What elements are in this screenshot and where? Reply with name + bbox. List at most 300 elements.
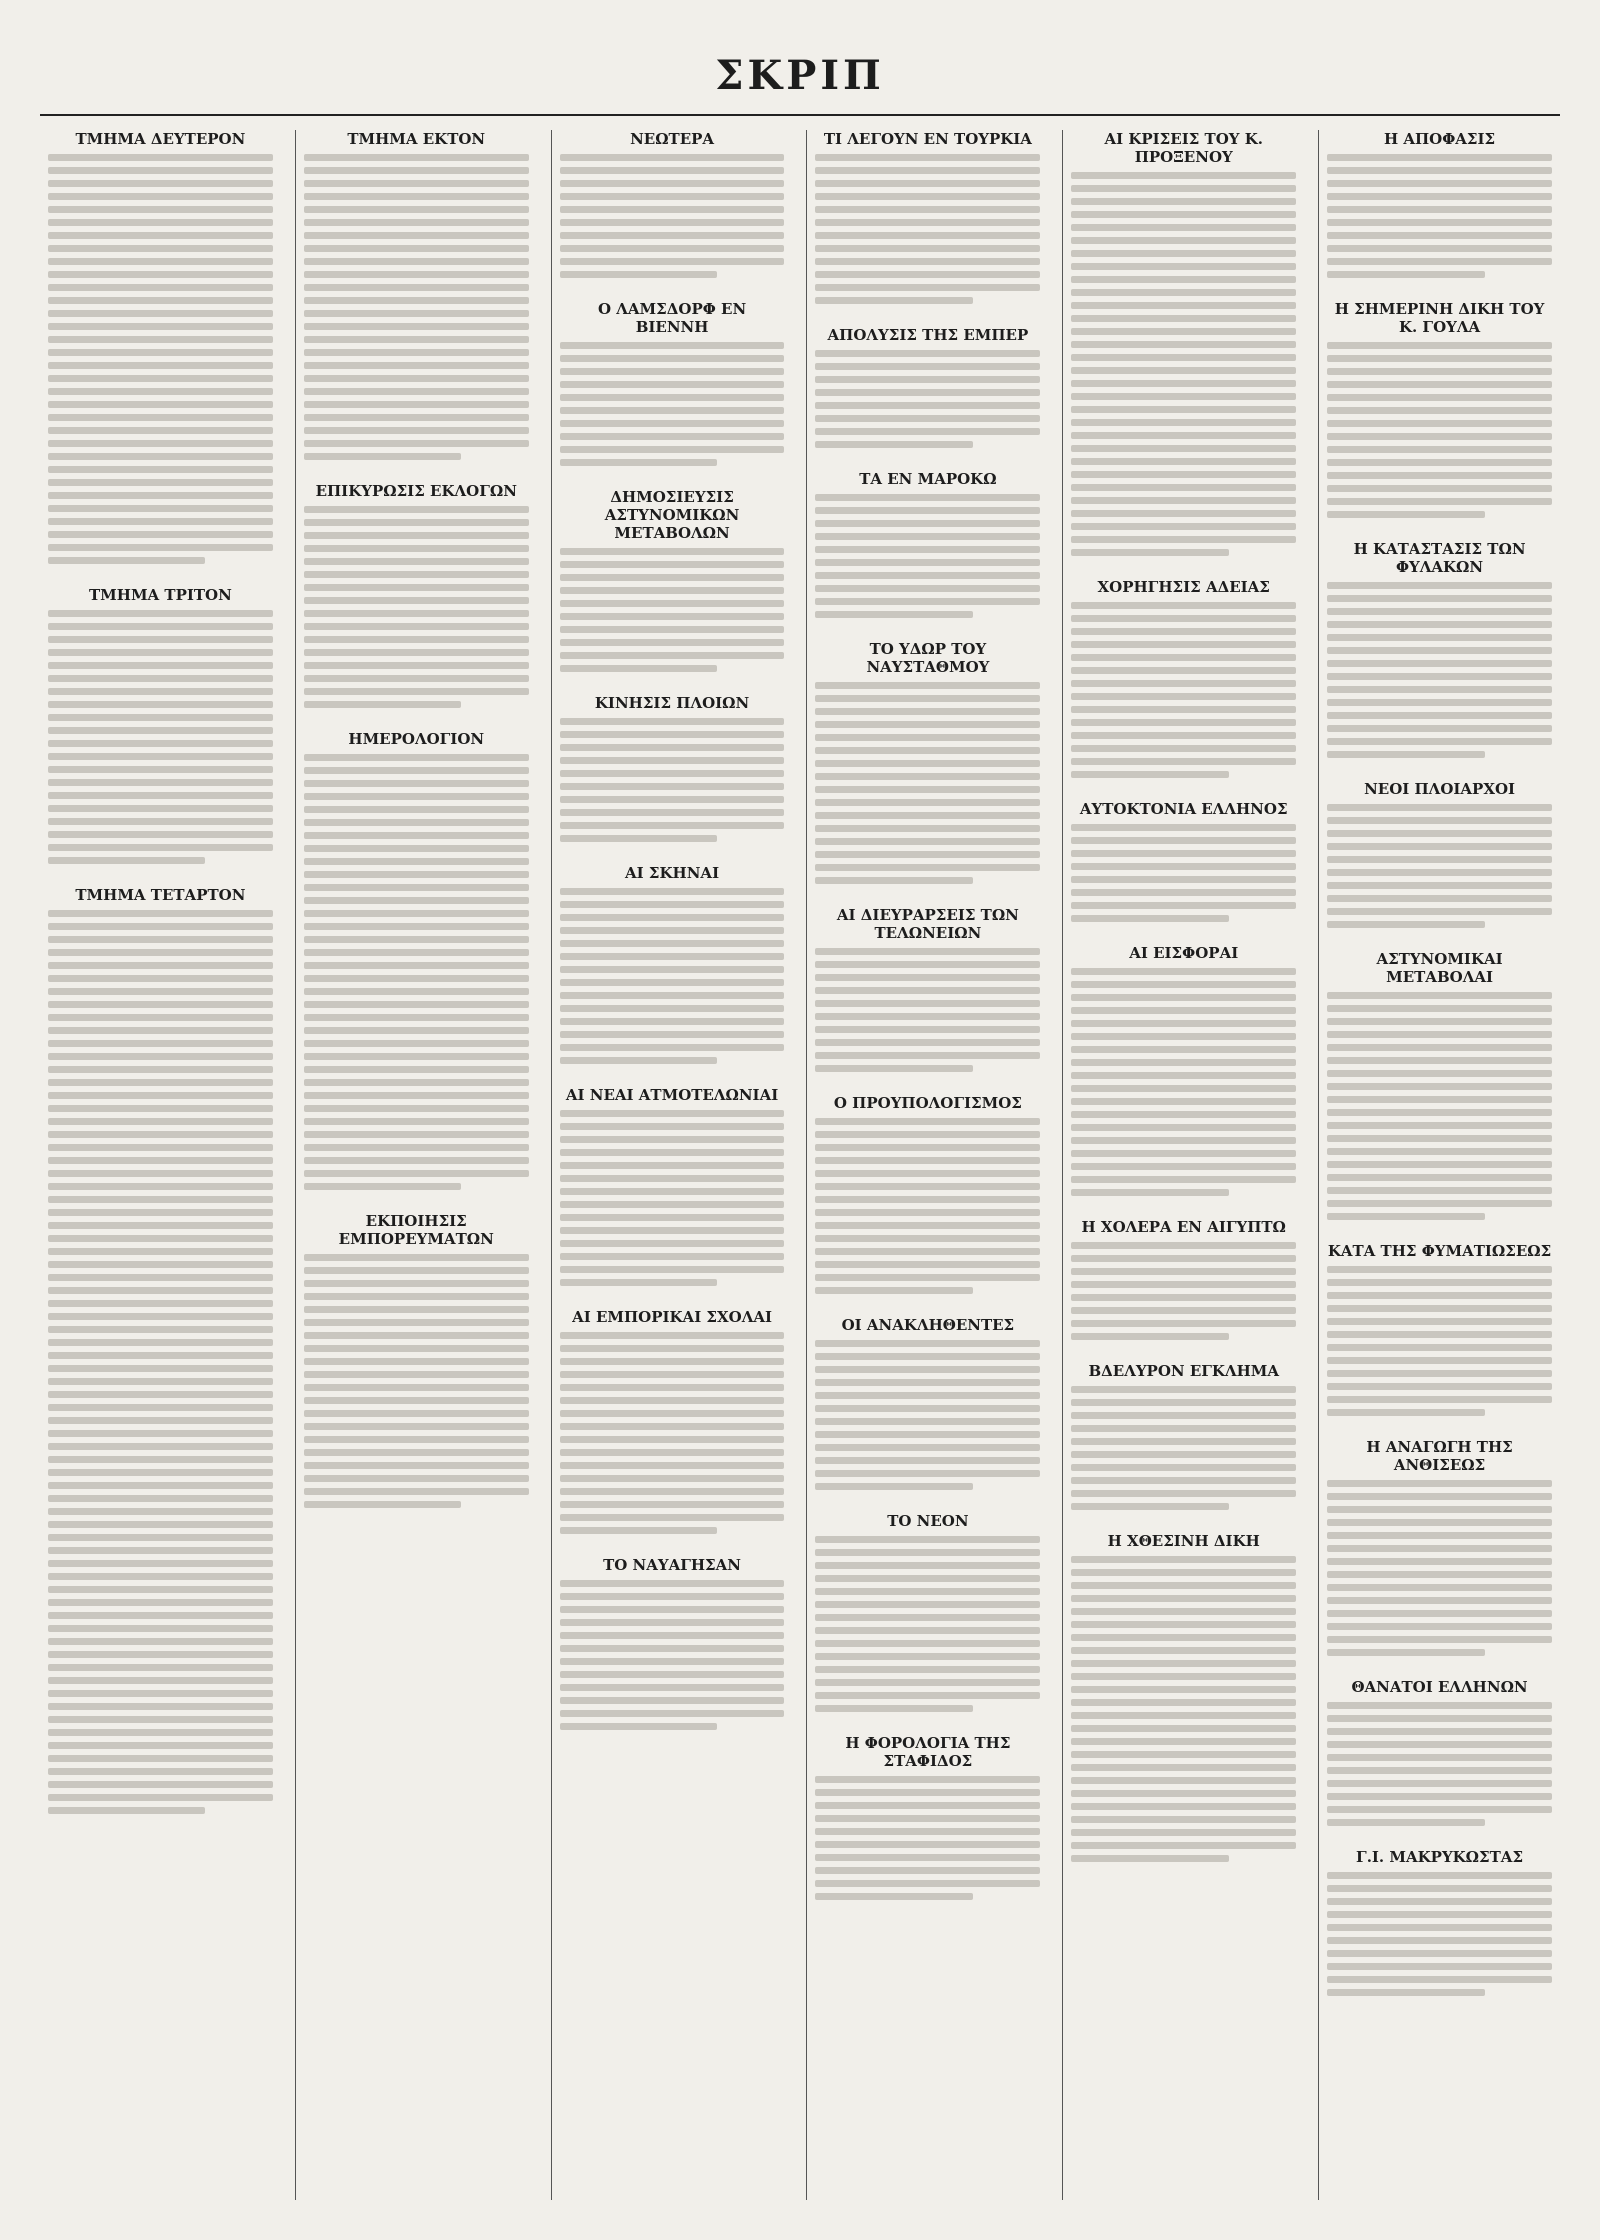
article-heading: ΗΜΕΡΟΛΟΓΙΟΝ (348, 730, 485, 748)
text-placeholder-line (304, 1053, 529, 1060)
article-gap (560, 1070, 785, 1080)
text-placeholder-line (1327, 908, 1552, 915)
article-gap (560, 678, 785, 688)
text-placeholder-line (560, 394, 785, 401)
text-placeholder-line (815, 1209, 1040, 1216)
text-placeholder-line (48, 714, 273, 721)
newspaper-title: ΣΚΡΙΠ (715, 51, 885, 99)
text-placeholder-line (48, 688, 273, 695)
text-placeholder-line (1071, 1634, 1296, 1641)
text-placeholder-line (815, 572, 1040, 579)
column-4 (806, 130, 1048, 2200)
text-placeholder-line (1327, 511, 1484, 518)
text-placeholder-line (1327, 673, 1552, 680)
article-heading: ΝΕΩΤΕΡΑ (630, 130, 715, 148)
text-placeholder-line (1327, 1623, 1552, 1630)
article-gap (1327, 1422, 1552, 1432)
text-placeholder-line (560, 446, 785, 453)
text-placeholder-line (1071, 406, 1296, 413)
text-placeholder-line (48, 271, 273, 278)
text-placeholder-line (560, 1201, 785, 1208)
text-placeholder-line (48, 1508, 273, 1515)
text-placeholder-line (48, 154, 273, 161)
text-placeholder-line (304, 949, 529, 956)
text-placeholder-line (48, 962, 273, 969)
text-placeholder-line (48, 1066, 273, 1073)
masthead (40, 36, 1560, 116)
text-placeholder-line (560, 1266, 785, 1273)
text-placeholder-line (560, 770, 785, 777)
text-placeholder-line (815, 1457, 1040, 1464)
text-placeholder-line (560, 1501, 785, 1508)
text-placeholder-line (304, 571, 529, 578)
text-placeholder-line (560, 966, 785, 973)
text-placeholder-line (815, 1261, 1040, 1268)
text-placeholder-line (815, 167, 1040, 174)
text-placeholder-line (815, 961, 1040, 968)
text-placeholder-line (1327, 992, 1552, 999)
article-gap (815, 310, 1040, 320)
text-placeholder-line (560, 718, 785, 725)
text-placeholder-line (48, 1768, 273, 1775)
text-placeholder-line (1327, 355, 1552, 362)
text-placeholder-line (1327, 1545, 1552, 1552)
text-placeholder-line (1071, 354, 1296, 361)
text-placeholder-line (1327, 856, 1552, 863)
text-placeholder-line (560, 355, 785, 362)
text-placeholder-line (1071, 1124, 1296, 1131)
text-placeholder-line (1327, 1911, 1552, 1918)
text-placeholder-line (304, 1293, 529, 1300)
text-placeholder-line (304, 1345, 529, 1352)
article-gap (1327, 1662, 1552, 1672)
text-placeholder-line (560, 1606, 785, 1613)
text-placeholder-line (560, 796, 785, 803)
text-placeholder-line (560, 1488, 785, 1495)
article-gap (815, 890, 1040, 900)
article-heading: ΧΟΡΗΓΗΣΙΣ ΑΔΕΙΑΣ (1097, 578, 1270, 596)
text-placeholder-line (1327, 1793, 1552, 1800)
text-placeholder-line (48, 1014, 273, 1021)
text-placeholder-line (304, 806, 529, 813)
text-placeholder-line (1071, 263, 1296, 270)
text-placeholder-line (1071, 1673, 1296, 1680)
text-placeholder-line (1327, 738, 1552, 745)
text-placeholder-line (1071, 1163, 1296, 1170)
text-placeholder-line (48, 923, 273, 930)
text-placeholder-line (48, 1560, 273, 1567)
text-placeholder-line (815, 1144, 1040, 1151)
text-placeholder-line (560, 1253, 785, 1260)
article-gap (1071, 784, 1296, 794)
text-placeholder-line (1327, 1357, 1552, 1364)
text-placeholder-line (815, 1065, 972, 1072)
text-placeholder-line (1071, 1764, 1296, 1771)
text-placeholder-line (304, 936, 529, 943)
text-placeholder-line (48, 1352, 273, 1359)
text-placeholder-line (1071, 289, 1296, 296)
text-placeholder-line (815, 284, 1040, 291)
text-placeholder-line (560, 1149, 785, 1156)
text-placeholder-line (1071, 1647, 1296, 1654)
text-placeholder-line (1071, 1712, 1296, 1719)
text-placeholder-line (304, 701, 461, 708)
text-placeholder-line (1071, 902, 1296, 909)
text-placeholder-line (304, 440, 529, 447)
text-placeholder-line (1327, 1976, 1552, 1983)
text-placeholder-line (1327, 1266, 1552, 1273)
text-placeholder-line (1327, 1305, 1552, 1312)
text-placeholder-line (304, 271, 529, 278)
text-placeholder-line (304, 636, 529, 643)
text-placeholder-line (1071, 1176, 1296, 1183)
text-placeholder-line (1071, 680, 1296, 687)
text-placeholder-line (1071, 341, 1296, 348)
column-3 (551, 130, 793, 2200)
text-placeholder-line (1327, 608, 1552, 615)
text-placeholder-line (1071, 1855, 1228, 1862)
text-placeholder-line (815, 232, 1040, 239)
text-placeholder-line (1071, 837, 1296, 844)
article-gap (1327, 524, 1552, 534)
text-placeholder-line (304, 401, 529, 408)
text-placeholder-line (304, 1170, 529, 1177)
article-heading: ΤΜΗΜΑ ΕΚΤΟΝ (347, 130, 486, 148)
text-placeholder-line (815, 1880, 1040, 1887)
text-placeholder-line (1327, 582, 1552, 589)
text-placeholder-line (304, 754, 529, 761)
text-placeholder-line (560, 1462, 785, 1469)
text-placeholder-line (304, 245, 529, 252)
text-placeholder-line (1071, 1621, 1296, 1628)
text-placeholder-line (304, 1131, 529, 1138)
text-placeholder-line (1327, 206, 1552, 213)
text-placeholder-line (1327, 1331, 1552, 1338)
text-placeholder-line (815, 1854, 1040, 1861)
text-placeholder-line (48, 1664, 273, 1671)
text-placeholder-line (48, 636, 273, 643)
text-placeholder-line (304, 180, 529, 187)
text-placeholder-line (815, 611, 972, 618)
text-placeholder-line (815, 297, 972, 304)
text-placeholder-line (815, 598, 1040, 605)
text-placeholder-line (1071, 510, 1296, 517)
article-gap (815, 1718, 1040, 1728)
text-placeholder-line (1071, 1111, 1296, 1118)
text-placeholder-line (1071, 1686, 1296, 1693)
text-placeholder-line (1327, 472, 1552, 479)
text-placeholder-line (1071, 315, 1296, 322)
text-placeholder-line (1327, 1819, 1484, 1826)
text-placeholder-line (304, 232, 529, 239)
text-placeholder-line (48, 1781, 273, 1788)
text-placeholder-line (48, 1274, 273, 1281)
text-placeholder-line (48, 219, 273, 226)
text-placeholder-line (560, 1110, 785, 1117)
article-gap (1071, 1868, 1296, 1878)
text-placeholder-line (1071, 771, 1228, 778)
text-placeholder-line (48, 336, 273, 343)
text-placeholder-line (304, 988, 529, 995)
text-placeholder-line (48, 362, 273, 369)
text-placeholder-line (815, 1039, 1040, 1046)
text-placeholder-line (48, 1430, 273, 1437)
text-placeholder-line (560, 1423, 785, 1430)
text-placeholder-line (1327, 498, 1552, 505)
text-placeholder-line (815, 520, 1040, 527)
text-placeholder-line (1327, 1519, 1552, 1526)
text-placeholder-line (1071, 1098, 1296, 1105)
text-placeholder-line (1071, 1425, 1296, 1432)
text-placeholder-line (304, 1118, 529, 1125)
text-placeholder-line (560, 420, 785, 427)
text-placeholder-line (1071, 1582, 1296, 1589)
text-placeholder-line (815, 363, 1040, 370)
text-placeholder-line (1327, 1148, 1552, 1155)
text-placeholder-line (815, 1614, 1040, 1621)
text-placeholder-line (560, 1345, 785, 1352)
text-placeholder-line (1327, 921, 1484, 928)
text-placeholder-line (560, 381, 785, 388)
text-placeholder-line (48, 1638, 273, 1645)
article-gap (304, 1196, 529, 1206)
text-placeholder-line (1071, 628, 1296, 635)
text-placeholder-line (560, 1527, 717, 1534)
text-placeholder-line (560, 1136, 785, 1143)
text-placeholder-line (304, 1358, 529, 1365)
text-placeholder-line (560, 1240, 785, 1247)
article-gap (1327, 1226, 1552, 1236)
text-placeholder-line (815, 1789, 1040, 1796)
text-placeholder-line (560, 1227, 785, 1234)
article-heading: ΕΠΙΚΥΡΩΣΙΣ ΕΚΛΟΓΩΝ (315, 482, 517, 500)
text-placeholder-line (1071, 185, 1296, 192)
text-placeholder-line (48, 1794, 273, 1801)
text-placeholder-line (1327, 433, 1552, 440)
text-placeholder-line (815, 851, 1040, 858)
text-placeholder-line (304, 375, 529, 382)
text-placeholder-line (1327, 1584, 1552, 1591)
text-placeholder-line (815, 1601, 1040, 1608)
text-placeholder-line (560, 757, 785, 764)
text-placeholder-line (560, 1684, 785, 1691)
text-placeholder-line (48, 1625, 273, 1632)
text-placeholder-line (1327, 1493, 1552, 1500)
text-placeholder-line (304, 323, 529, 330)
text-placeholder-line (815, 1575, 1040, 1582)
text-placeholder-line (48, 1755, 273, 1762)
text-placeholder-line (304, 297, 529, 304)
article-gap (48, 1820, 273, 1830)
text-placeholder-line (48, 1677, 273, 1684)
text-placeholder-line (815, 1841, 1040, 1848)
text-placeholder-line (1327, 1885, 1552, 1892)
text-placeholder-line (815, 682, 1040, 689)
text-placeholder-line (304, 1371, 529, 1378)
text-placeholder-line (1327, 1924, 1552, 1931)
text-placeholder-line (560, 1044, 785, 1051)
text-placeholder-line (1071, 250, 1296, 257)
text-placeholder-line (1071, 1738, 1296, 1745)
article-heading: ΤΙ ΛΕΓΟΥΝ ΕΝ ΤΟΥΡΚΙΑ (823, 130, 1032, 148)
text-placeholder-line (48, 1339, 273, 1346)
text-placeholder-line (560, 1162, 785, 1169)
text-placeholder-line (1071, 1451, 1296, 1458)
text-placeholder-line (1327, 485, 1552, 492)
text-placeholder-line (48, 206, 273, 213)
article-gap (815, 1078, 1040, 1088)
text-placeholder-line (1327, 830, 1552, 837)
text-placeholder-line (815, 389, 1040, 396)
text-placeholder-line (48, 857, 205, 864)
article-gap (304, 714, 529, 724)
text-placeholder-line (48, 1443, 273, 1450)
article-heading: Ο ΠΡΟΥΠΟΛΟΓΙΣΜΟΣ (833, 1094, 1022, 1112)
text-placeholder-line (815, 695, 1040, 702)
text-placeholder-line (1327, 1409, 1484, 1416)
article-gap (560, 1540, 785, 1550)
text-placeholder-line (1071, 693, 1296, 700)
text-placeholder-line (815, 864, 1040, 871)
text-placeholder-line (1071, 1059, 1296, 1066)
text-placeholder-line (1327, 882, 1552, 889)
text-placeholder-line (1071, 641, 1296, 648)
article-gap (560, 284, 785, 294)
text-placeholder-line (815, 376, 1040, 383)
text-placeholder-line (815, 180, 1040, 187)
text-placeholder-line (1071, 1816, 1296, 1823)
text-placeholder-line (304, 558, 529, 565)
text-placeholder-line (48, 1131, 273, 1138)
text-placeholder-line (1327, 459, 1552, 466)
text-placeholder-line (1327, 167, 1552, 174)
text-placeholder-line (304, 349, 529, 356)
text-placeholder-line (815, 585, 1040, 592)
text-placeholder-line (304, 884, 529, 891)
text-placeholder-line (1071, 1569, 1296, 1576)
article-heading: ΑΙ ΔΙΕΥΡΑΡΣΕΙΣ ΤΩΝ ΤΕΛΩΝΕΙΩΝ (836, 906, 1019, 942)
text-placeholder-line (815, 799, 1040, 806)
text-placeholder-line (1071, 1777, 1296, 1784)
article-heading: ΑΙ ΕΜΠΟΡΙΚΑΙ ΣΧΟΛΑΙ (572, 1308, 773, 1326)
article-heading: ΔΗΜΟΣΙΕΥΣΙΣ ΑΣΤΥΝΟΜΙΚΩΝ ΜΕΤΑΒΟΛΩΝ (604, 488, 740, 542)
text-placeholder-line (1071, 654, 1296, 661)
column-5 (1062, 130, 1304, 2200)
text-placeholder-line (304, 1027, 529, 1034)
text-placeholder-line (560, 901, 785, 908)
text-placeholder-line (560, 652, 785, 659)
text-placeholder-line (560, 992, 785, 999)
text-placeholder-line (304, 1306, 529, 1313)
text-placeholder-line (560, 626, 785, 633)
text-placeholder-line (304, 597, 529, 604)
text-placeholder-line (1327, 1480, 1552, 1487)
text-placeholder-line (815, 206, 1040, 213)
text-placeholder-line (1071, 367, 1296, 374)
text-placeholder-line (1071, 1268, 1296, 1275)
text-placeholder-line (48, 1573, 273, 1580)
article-heading: ΤΜΗΜΑ ΔΕΥΤΕΡΟΝ (75, 130, 246, 148)
text-placeholder-line (1327, 1767, 1552, 1774)
text-placeholder-line (48, 1300, 273, 1307)
text-placeholder-line (1327, 1780, 1552, 1787)
text-placeholder-line (48, 936, 273, 943)
text-placeholder-line (1071, 1503, 1228, 1510)
text-placeholder-line (1327, 1558, 1552, 1565)
text-placeholder-line (1327, 1122, 1552, 1129)
text-placeholder-line (304, 1449, 529, 1456)
text-placeholder-line (560, 979, 785, 986)
text-placeholder-line (1327, 1989, 1484, 1996)
text-placeholder-line (304, 1066, 529, 1073)
text-placeholder-line (1327, 1741, 1552, 1748)
text-placeholder-line (1327, 1018, 1552, 1025)
text-placeholder-line (560, 1710, 785, 1717)
text-placeholder-line (815, 1418, 1040, 1425)
text-placeholder-line (1327, 342, 1552, 349)
text-placeholder-line (48, 1729, 273, 1736)
text-placeholder-line (48, 610, 273, 617)
text-placeholder-line (304, 923, 529, 930)
text-placeholder-line (1327, 193, 1552, 200)
text-placeholder-line (815, 1802, 1040, 1809)
text-placeholder-line (1327, 407, 1552, 414)
text-placeholder-line (1327, 1636, 1552, 1643)
article-heading: ΤΟ ΥΔΩΡ ΤΟΥ ΝΑΥΣΤΑΘΜΟΥ (866, 640, 990, 676)
text-placeholder-line (48, 1118, 273, 1125)
text-placeholder-line (1071, 497, 1296, 504)
text-placeholder-line (815, 1183, 1040, 1190)
text-placeholder-line (1327, 1506, 1552, 1513)
text-placeholder-line (560, 548, 785, 555)
text-placeholder-line (1327, 595, 1552, 602)
text-placeholder-line (815, 1118, 1040, 1125)
text-placeholder-line (560, 940, 785, 947)
text-placeholder-line (560, 587, 785, 594)
text-placeholder-line (1071, 1255, 1296, 1262)
text-placeholder-line (48, 1326, 273, 1333)
text-placeholder-line (48, 1183, 273, 1190)
text-placeholder-line (48, 1807, 205, 1814)
text-placeholder-line (304, 845, 529, 852)
text-placeholder-line (815, 1405, 1040, 1412)
text-placeholder-line (1327, 1610, 1552, 1617)
text-placeholder-line (48, 492, 273, 499)
article-heading: ΑΙ ΚΡΙΣΕΙΣ ΤΟΥ Κ. ΠΡΟΞΕΝΟΥ (1104, 130, 1263, 166)
text-placeholder-line (560, 809, 785, 816)
text-placeholder-line (304, 167, 529, 174)
text-placeholder-line (1327, 258, 1552, 265)
text-placeholder-line (48, 1235, 273, 1242)
text-placeholder-line (304, 193, 529, 200)
article-heading: Η ΧΘΕΣΙΝΗ ΔΙΚΗ (1107, 1532, 1260, 1550)
text-placeholder-line (48, 1547, 273, 1554)
text-placeholder-line (1071, 915, 1228, 922)
text-placeholder-line (560, 232, 785, 239)
text-placeholder-line (815, 507, 1040, 514)
text-placeholder-line (560, 1214, 785, 1221)
text-placeholder-line (304, 1475, 529, 1482)
article-heading: Ο ΛΑΜΣΔΟΡΦ ΕΝ ΒΙΕΝΝΗ (597, 300, 747, 336)
text-placeholder-line (1071, 863, 1296, 870)
text-placeholder-line (560, 368, 785, 375)
text-placeholder-line (560, 206, 785, 213)
text-placeholder-line (1071, 224, 1296, 231)
text-placeholder-line (560, 245, 785, 252)
text-placeholder-line (815, 1340, 1040, 1347)
text-placeholder-line (815, 948, 1040, 955)
article-gap (304, 466, 529, 476)
